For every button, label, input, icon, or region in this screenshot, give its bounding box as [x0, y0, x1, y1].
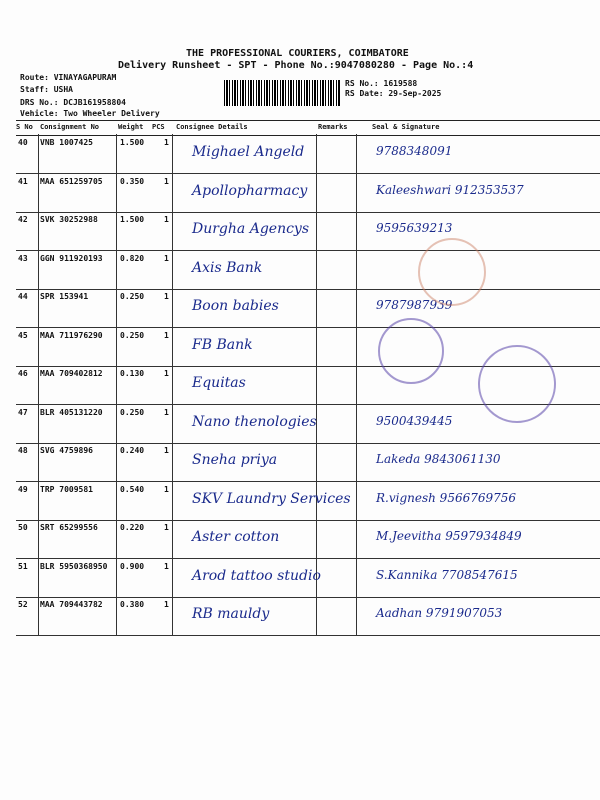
row-consignment: VNB 1007425: [40, 138, 93, 147]
row-signature: M.Jeevitha 9597934849: [376, 529, 522, 543]
column-divider: [38, 558, 39, 597]
row-consignment: SVG 4759896: [40, 446, 93, 455]
row-weight: 0.220: [120, 523, 145, 532]
column-divider: [172, 365, 173, 404]
column-divider: [38, 288, 39, 327]
table-row: [16, 173, 600, 213]
column-divider: [172, 211, 173, 250]
row-consignee: Equitas: [192, 375, 246, 391]
row-consignment: SVK 30252988: [40, 215, 98, 224]
row-weight: 0.240: [120, 446, 145, 455]
row-weight: 0.820: [120, 253, 145, 263]
column-divider: [356, 481, 357, 520]
column-divider: [172, 519, 173, 558]
row-consignment: SRT 65299556: [40, 523, 98, 532]
column-divider: [356, 327, 357, 366]
column-divider: [38, 327, 39, 366]
row-consignee: RB mauldy: [192, 606, 270, 622]
column-divider: [38, 442, 39, 481]
row-signature: R.vignesh 9566769756: [376, 490, 517, 505]
column-divider: [116, 442, 117, 481]
row-pcs: 1: [164, 330, 169, 340]
column-divider: [316, 134, 317, 173]
column-divider: [172, 327, 173, 366]
col-sign: Seal & Signature: [372, 123, 440, 131]
row-consignment: BLR 5950368950: [40, 561, 108, 571]
row-consignment: MAA 711976290: [40, 330, 103, 340]
row-pcs: 1: [164, 215, 169, 224]
drs-number: DRS No.: DCJB161958804: [20, 98, 126, 107]
column-divider: [38, 250, 39, 289]
column-divider: [172, 558, 173, 597]
column-divider: [116, 481, 117, 520]
column-divider: [316, 288, 317, 327]
col-consignment: Consignment No: [40, 123, 100, 131]
row-sno: 46: [18, 369, 28, 378]
column-divider: [116, 288, 117, 327]
column-divider: [316, 211, 317, 250]
row-weight: 0.250: [120, 407, 145, 417]
row-weight: 1.500: [120, 215, 145, 224]
seal-stamp-icon: [418, 238, 486, 306]
row-weight: 0.900: [120, 561, 145, 571]
row-sno: 51: [18, 561, 28, 571]
row-sno: 41: [18, 176, 28, 186]
row-consignee: Sneha priya: [192, 452, 278, 468]
row-sno: 50: [18, 523, 28, 532]
column-divider: [356, 558, 357, 597]
row-consignee: Apollopharmacy: [192, 182, 308, 199]
column-divider: [172, 173, 173, 212]
column-divider: [172, 288, 173, 327]
row-signature: Aadhan 9791907053: [376, 606, 503, 620]
column-divider: [172, 442, 173, 481]
column-divider: [116, 596, 117, 635]
row-consignee: Boon babies: [192, 298, 279, 314]
row-sno: 47: [18, 407, 28, 417]
column-divider: [172, 134, 173, 173]
column-divider: [356, 211, 357, 250]
route-label: Route: VINAYAGAPURAM: [20, 73, 117, 82]
row-pcs: 1: [164, 407, 169, 417]
table-row: [16, 519, 600, 559]
row-pcs: 1: [164, 523, 169, 532]
column-divider: [116, 134, 117, 173]
row-pcs: 1: [164, 446, 169, 455]
row-weight: 0.540: [120, 484, 145, 494]
column-divider: [38, 365, 39, 404]
rs-number: RS No.: 1619588: [345, 79, 418, 88]
column-divider: [356, 173, 357, 212]
row-pcs: 1: [164, 176, 169, 186]
column-divider: [356, 250, 357, 289]
row-signature: Kaleeshwari 912353537: [376, 182, 524, 197]
table-row: [16, 442, 600, 482]
column-divider: [316, 327, 317, 366]
column-divider: [116, 365, 117, 404]
column-divider: [116, 250, 117, 289]
column-divider: [38, 134, 39, 173]
column-divider: [356, 134, 357, 173]
column-divider: [316, 596, 317, 635]
row-consignment: MAA 709402812: [40, 369, 103, 378]
column-divider: [38, 211, 39, 250]
column-divider: [38, 404, 39, 443]
column-divider: [38, 519, 39, 558]
row-sno: 49: [18, 484, 28, 494]
runsheet-subtitle: Delivery Runsheet - SPT - Phone No.:9047080280 - Page No.:4: [118, 60, 474, 71]
column-divider: [116, 211, 117, 250]
col-remarks: Remarks: [318, 123, 348, 131]
table-row: [16, 250, 600, 290]
vehicle-label: Vehicle: Two Wheeler Delivery: [20, 109, 160, 118]
row-consignment: GGN 911920193: [40, 253, 103, 263]
row-consignee: Aster cotton: [192, 529, 280, 545]
table-row: [16, 288, 600, 328]
row-sno: 42: [18, 215, 28, 224]
row-sno: 52: [18, 600, 28, 609]
row-sno: 43: [18, 253, 28, 263]
column-divider: [38, 596, 39, 635]
column-divider: [38, 481, 39, 520]
column-divider: [316, 442, 317, 481]
row-signature: 9788348091: [376, 144, 453, 158]
row-consignee: FB Bank: [192, 336, 253, 353]
column-divider: [116, 404, 117, 443]
row-weight: 0.350: [120, 176, 145, 186]
col-pcs: PCS: [152, 123, 165, 131]
col-weight: Weight: [118, 123, 144, 131]
column-divider: [172, 250, 173, 289]
company-title: THE PROFESSIONAL COURIERS, COIMBATORE: [186, 48, 409, 59]
row-pcs: 1: [164, 561, 169, 571]
rs-date: RS Date: 29-Sep-2025: [345, 89, 442, 98]
row-pcs: 1: [164, 600, 169, 609]
row-consignment: SPR 153941: [40, 292, 89, 301]
column-divider: [38, 173, 39, 212]
table-row: [16, 558, 600, 598]
row-signature: 9787987939: [376, 298, 453, 312]
column-divider: [172, 404, 173, 443]
row-weight: 0.130: [120, 369, 145, 378]
barcode-icon: [224, 80, 340, 106]
seal-stamp-icon: [378, 318, 444, 384]
row-signature: 9500439445: [376, 413, 453, 428]
column-divider: [116, 173, 117, 212]
row-consignment: MAA 651259705: [40, 176, 103, 186]
column-divider: [316, 173, 317, 212]
column-divider: [316, 519, 317, 558]
table-row: [16, 481, 600, 521]
table-row: [16, 211, 600, 251]
row-consignment: BLR 405131220: [40, 407, 103, 417]
row-sno: 40: [18, 138, 28, 147]
row-pcs: 1: [164, 292, 169, 301]
row-consignee: Nano thenologies: [192, 413, 317, 430]
row-sno: 44: [18, 292, 28, 301]
column-divider: [172, 596, 173, 635]
column-divider: [356, 365, 357, 404]
staff-label: Staff: USHA: [20, 85, 73, 94]
row-consignee: SKV Laundry Services: [192, 490, 351, 507]
col-sno: S No: [16, 123, 33, 131]
column-divider: [116, 519, 117, 558]
row-pcs: 1: [164, 484, 169, 494]
column-divider: [316, 250, 317, 289]
row-consignee: Arod tattoo studio: [192, 567, 321, 584]
column-divider: [172, 481, 173, 520]
column-divider: [116, 558, 117, 597]
row-weight: 0.380: [120, 600, 145, 609]
column-divider: [356, 404, 357, 443]
column-divider: [356, 596, 357, 635]
row-signature: S.Kannika 7708547615: [376, 567, 518, 582]
row-consignment: TRP 7009581: [40, 484, 93, 494]
column-divider: [316, 365, 317, 404]
row-signature: Lakeda 9843061130: [376, 452, 501, 466]
row-consignee: Mighael Angeld: [192, 144, 305, 160]
table-row: [16, 134, 600, 174]
column-divider: [356, 288, 357, 327]
row-consignee: Axis Bank: [192, 259, 263, 276]
row-signature: 9595639213: [376, 221, 453, 235]
seal-stamp-icon: [478, 345, 556, 423]
row-pcs: 1: [164, 138, 169, 147]
row-weight: 0.250: [120, 292, 145, 301]
row-weight: 1.500: [120, 138, 145, 147]
column-divider: [356, 519, 357, 558]
row-weight: 0.250: [120, 330, 145, 340]
row-consignee: Durgha Agencys: [192, 221, 310, 237]
row-consignment: MAA 709443782: [40, 600, 103, 609]
table-row: [16, 596, 600, 636]
row-pcs: 1: [164, 253, 169, 263]
row-pcs: 1: [164, 369, 169, 378]
column-divider: [356, 442, 357, 481]
col-consignee: Consignee Details: [176, 123, 248, 131]
row-sno: 45: [18, 330, 28, 340]
column-divider: [116, 327, 117, 366]
row-sno: 48: [18, 446, 28, 455]
